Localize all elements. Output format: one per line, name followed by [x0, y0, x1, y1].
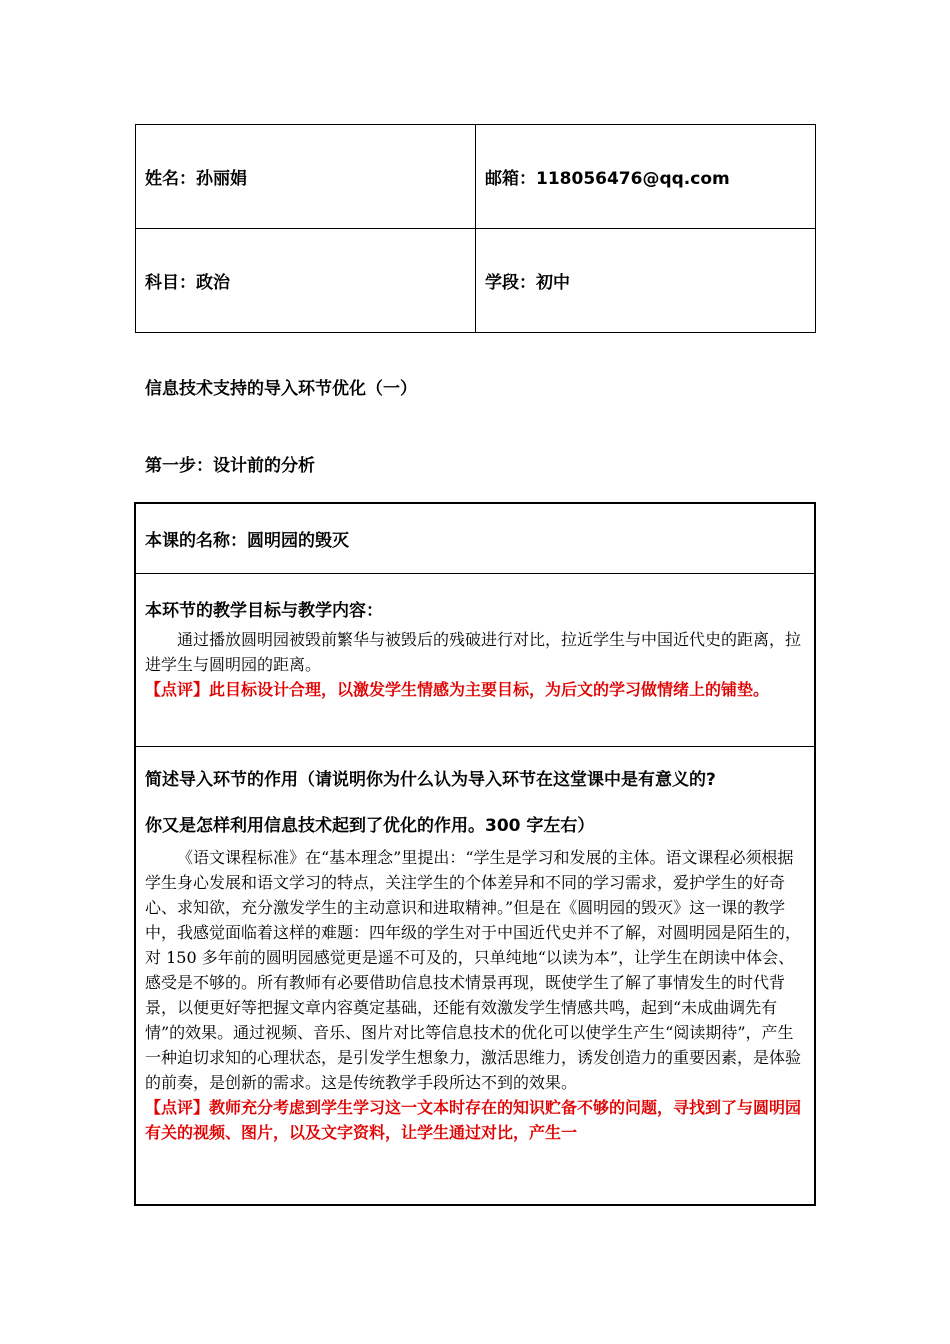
email-cell: 邮箱：118056476@qq.com [476, 125, 816, 229]
info-row [136, 229, 816, 333]
teacher-info-table [135, 124, 816, 333]
role-section [136, 747, 814, 1145]
role-comment: 【点评】教师充分考虑到学生学习这一文本时存在的知识贮备不够的问题，寻找到了与圆明园有关的视频、图片，以及文字资料，让学生通过对比，产生一 [145, 1098, 802, 1142]
analysis-box [134, 502, 816, 1206]
course-name-section [136, 504, 814, 574]
subject-cell: 科目：政治 [136, 229, 476, 333]
goals-title: 本环节的教学目标与教学内容： [145, 601, 383, 621]
stage-cell: 学段：初中 [476, 229, 816, 333]
course-name: 本课的名称：圆明园的毁灭 [145, 531, 349, 551]
goals-body: 通过播放圆明园被毁前繁华与被毁后的残破进行对比，拉近学生与中国近代史的距离，拉进学生与圆明园的距离。 [145, 630, 802, 674]
page-heading: 信息技术支持的导入环节优化（一） [145, 379, 417, 399]
name-cell: 姓名：孙丽娟 [136, 125, 476, 229]
role-title-line1: 简述导入环节的作用（请说明你为什么认为导入环节在这堂课中是有意义的? [145, 770, 716, 790]
info-row [136, 125, 816, 229]
role-title-line2: 你又是怎样利用信息技术起到了优化的作用。300 字左右） [145, 816, 595, 836]
goals-comment: 【点评】此目标设计合理，以激发学生情感为主要目标，为后文的学习做情绪上的铺垫。 [145, 680, 770, 699]
step-heading: 第一步：设计前的分析 [145, 456, 315, 476]
role-body: 《语文课程标准》在“基本理念”里提出：“学生是学习和发展的主体。语文课程必须根据学生身心发展和语文学习的特点，关注学生的个体差异和不同的学习需求，爱护学生的好奇心、求知欲，充分激发学生的主动意识和进取精神。”但是在《圆明园的毁灭》这一课的教学中，我感觉面临着这样的难题：四年级的学生对于中国近代史并不了解，对圆明园是陌生的，对 150 多年前的圆明园感觉更是遥不可及的，只单纯地“以读为本”，让学生在朗读中体会、感受是不够的。所有教师有必要借助信息技术情景再现，既使学生了解了事情发生的时代背景，以便更好等把握文章内容奠定基础，还能有效激发学生情感共鸣，起到“未成曲调先有情”的效果。通过视频、音乐、图片对比等信息技术的优化可以使学生产生“阅读期待”，产生一种迫切求知的心理状态，是引发学生想象力，激活思维力，诱发创造力的重要因素，是体验的前奏，是创新的需求。这是传统教学手段所达不到的效果。 [145, 848, 802, 1092]
goals-section [136, 574, 814, 747]
